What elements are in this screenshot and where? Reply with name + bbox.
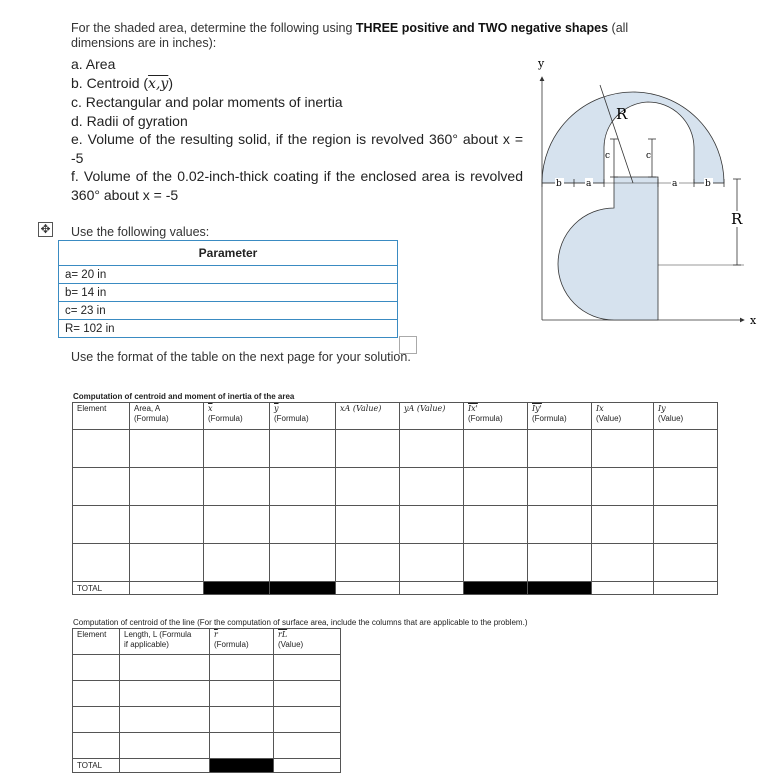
t1-header-xbar: $\overline{x}$ (Formula): [204, 403, 270, 430]
t2-row: [73, 681, 341, 707]
t1-row: [73, 544, 718, 582]
parameter-row-c: c= 23 in: [59, 302, 398, 320]
b-right-label: b: [705, 179, 711, 189]
t1-header-xa: xA (Value): [336, 403, 400, 430]
b-left-label: b: [556, 179, 562, 189]
t2-total-row: [73, 759, 341, 773]
c-right-label: c: [646, 151, 652, 161]
parameter-row-a: a= 20 in: [59, 266, 398, 284]
t1-header-ixp: Ix' (Formula): [464, 403, 528, 430]
table-move-handle-icon[interactable]: ✥: [38, 222, 53, 237]
problem-items: [71, 55, 523, 204]
item-c: c. Rectangular and polar moments of inertia: [71, 94, 343, 110]
t1-blocked-cell: [528, 582, 592, 595]
t2-header-length: Length, L (Formula if applicable): [120, 629, 210, 655]
item-b: [71, 74, 523, 94]
t1-header-element: Element: [73, 403, 130, 430]
t1-blocked-cell: [270, 582, 336, 595]
item-e: e. Volume of the resulting solid, if the region is revolved 360° about x = -5: [71, 131, 523, 166]
table2-caption: Computation of centroid of the line (For the computation of surface area, include the columns that are applicable to the problem.): [73, 618, 528, 627]
r-side-label: R: [731, 210, 743, 228]
t1-blocked-cell: [204, 582, 270, 595]
t1-row: [73, 468, 718, 506]
parameter-header: Parameter: [59, 241, 398, 266]
t1-header-ya: yA (Value): [400, 403, 464, 430]
t1-total-label: TOTAL: [73, 582, 130, 595]
table1-caption: Computation of centroid and moment of inertia of the area: [73, 392, 295, 401]
item-f: f. Volume of the 0.02-inch-thick coating if the enclosed area is revolved 360° about x = -5: [71, 168, 523, 203]
parameter-table: [58, 240, 398, 338]
centroid-line-table: [72, 628, 341, 773]
item-b-prefix: b. Centroid (: [71, 74, 149, 91]
t2-header-rbar: $\overline{r}$ (Formula): [210, 629, 274, 655]
t1-header-ybar: $\overline{y}$ (Formula): [270, 403, 336, 430]
radius-label: R: [616, 105, 628, 123]
t2-row: [73, 655, 341, 681]
values-label: Use the following values:: [71, 225, 210, 239]
shape-figure: [530, 55, 760, 330]
intro-bold: THREE positive and TWO negative shapes: [355, 21, 609, 35]
t2-row: [73, 707, 341, 733]
t2-header-rl: $\overline{rL}$ (Value): [274, 629, 341, 655]
t2-header-element: Element: [73, 629, 120, 655]
t1-total-row: [73, 582, 718, 595]
c-left-label: c: [605, 151, 611, 161]
x-axis-label: x: [750, 314, 757, 327]
t1-header-iyp: Iy' (Formula): [528, 403, 592, 430]
parameter-row-r: R= 102 in: [59, 320, 398, 338]
item-b-suffix: ): [168, 74, 173, 91]
a-left-label: a: [586, 179, 592, 189]
t1-row: [73, 430, 718, 468]
t2-total-label: TOTAL: [73, 759, 120, 773]
intro-prefix: For the shaded area, determine the following using: [71, 21, 353, 35]
item-a: a. Area: [71, 56, 116, 72]
t1-header-ix: Ix (Value): [592, 403, 654, 430]
t1-row: [73, 506, 718, 544]
t1-blocked-cell: [464, 582, 528, 595]
format-note: Use the format of the table on the next page for your solution.: [71, 350, 411, 364]
centroid-area-table: [72, 402, 718, 595]
y-axis-label: y: [538, 57, 545, 70]
problem-intro: [71, 21, 691, 51]
t1-header-area: Area, A (Formula): [130, 403, 204, 430]
a-right-label: a: [672, 179, 678, 189]
arch-region: [542, 92, 724, 183]
stem-region: [558, 177, 658, 320]
parameter-row-b: b= 14 in: [59, 284, 398, 302]
t1-header-iy: Iy (Value): [654, 403, 718, 430]
t2-row: [73, 733, 341, 759]
item-d: d. Radii of gyration: [71, 112, 188, 129]
centroid-symbol: x,y: [148, 75, 169, 92]
intro-suffix: (all dimensions are in inches):: [71, 21, 629, 50]
t2-blocked-cell: [210, 759, 274, 773]
